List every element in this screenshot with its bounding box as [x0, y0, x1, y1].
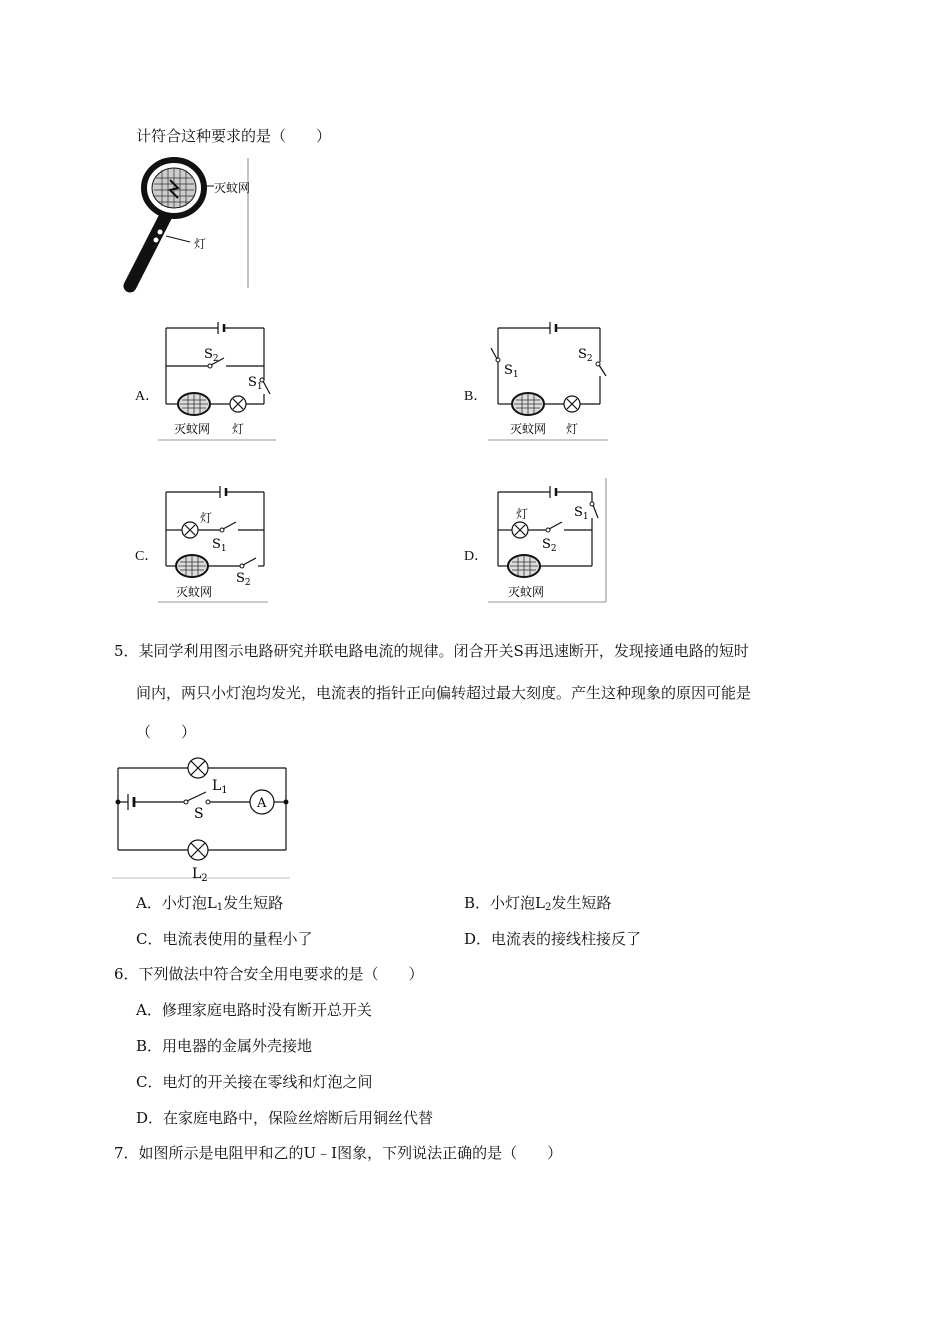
option-b-lamp-label: 灯 [566, 422, 579, 436]
svg-text:S2: $S_2$ [236, 571, 251, 588]
svg-text:S2: $S_2$ [542, 537, 557, 554]
option-d-letter: D． [464, 549, 489, 564]
option-d-net-label: 灭蚊网 [508, 585, 545, 599]
option-a-net-label: 灭蚊网 [174, 422, 211, 436]
option-d-circuit [488, 478, 608, 604]
option-a-circuit [158, 318, 278, 442]
option-d-lamp-label: 灯 [516, 507, 529, 521]
svg-text:L2: $L_2$ [192, 866, 208, 884]
svg-text:S1: $S_1$ [574, 505, 589, 522]
ammeter-symbol: A [257, 796, 267, 811]
option-c-lamp-label: 灯 [200, 511, 213, 525]
q5-stem-line-3: （ ） [136, 723, 197, 741]
q5-circuit-diagram [112, 756, 292, 884]
svg-text:S2: $S_2$ [204, 347, 219, 364]
q5-option-b: B．小灯泡$L_2$发生短路 [464, 894, 612, 913]
q5-option-a: A．小灯泡$L_1$发生短路 [136, 894, 284, 913]
option-c-circuit [158, 478, 270, 604]
option-a-letter: A． [135, 389, 160, 404]
option-b-circuit [488, 318, 612, 442]
swatter-lamp-label: 灯 [194, 237, 207, 251]
q5-stem-line-1: 5．某同学利用图示电路研究并联电路电流的规律。闭合开关S再迅速断开，发现接通电路的短时 [114, 642, 749, 660]
swatter-net-label: 灭蚊网 [214, 181, 251, 195]
q6-option-c: C．电灯的开关接在零线和灯泡之间 [136, 1073, 373, 1091]
q6-option-d: D．在家庭电路中，保险丝熔断后用铜丝代替 [136, 1109, 434, 1127]
q6-option-a: A．修理家庭电路时没有断开总开关 [136, 1001, 372, 1019]
svg-text:S2: $S_2$ [578, 347, 593, 364]
svg-text:S1: $S_1$ [248, 375, 263, 392]
option-a-lamp-label: 灯 [232, 422, 245, 436]
q7-stem: 7．如图所示是电阻甲和乙的U﹣I图象，下列说法正确的是（ ） [114, 1144, 563, 1162]
q6-option-b: B．用电器的金属外壳接地 [136, 1037, 313, 1055]
svg-text:S1: $S_1$ [504, 363, 519, 380]
option-c-net-label: 灭蚊网 [176, 585, 213, 599]
q5-option-d: D．电流表的接线柱接反了 [464, 930, 642, 948]
svg-text:L1: $L_1$ [212, 778, 228, 796]
question-4-stem-tail: 计符合这种要求的是（ ） [136, 127, 332, 145]
mosquito-swatter-figure [110, 158, 255, 290]
option-b-net-label: 灭蚊网 [510, 422, 547, 436]
svg-text:S1: $S_1$ [212, 537, 227, 554]
switch-s-label: S [194, 806, 204, 822]
q5-option-c: C．电流表使用的量程小了 [136, 930, 313, 948]
q6-stem: 6．下列做法中符合安全用电要求的是（ ） [114, 965, 424, 983]
option-c-letter: C． [135, 549, 159, 564]
option-b-letter: B． [464, 389, 488, 404]
q5-stem-line-2: 间内，两只小灯泡均发光，电流表的指针正向偏转超过最大刻度。产生这种现象的原因可能是 [136, 684, 752, 702]
